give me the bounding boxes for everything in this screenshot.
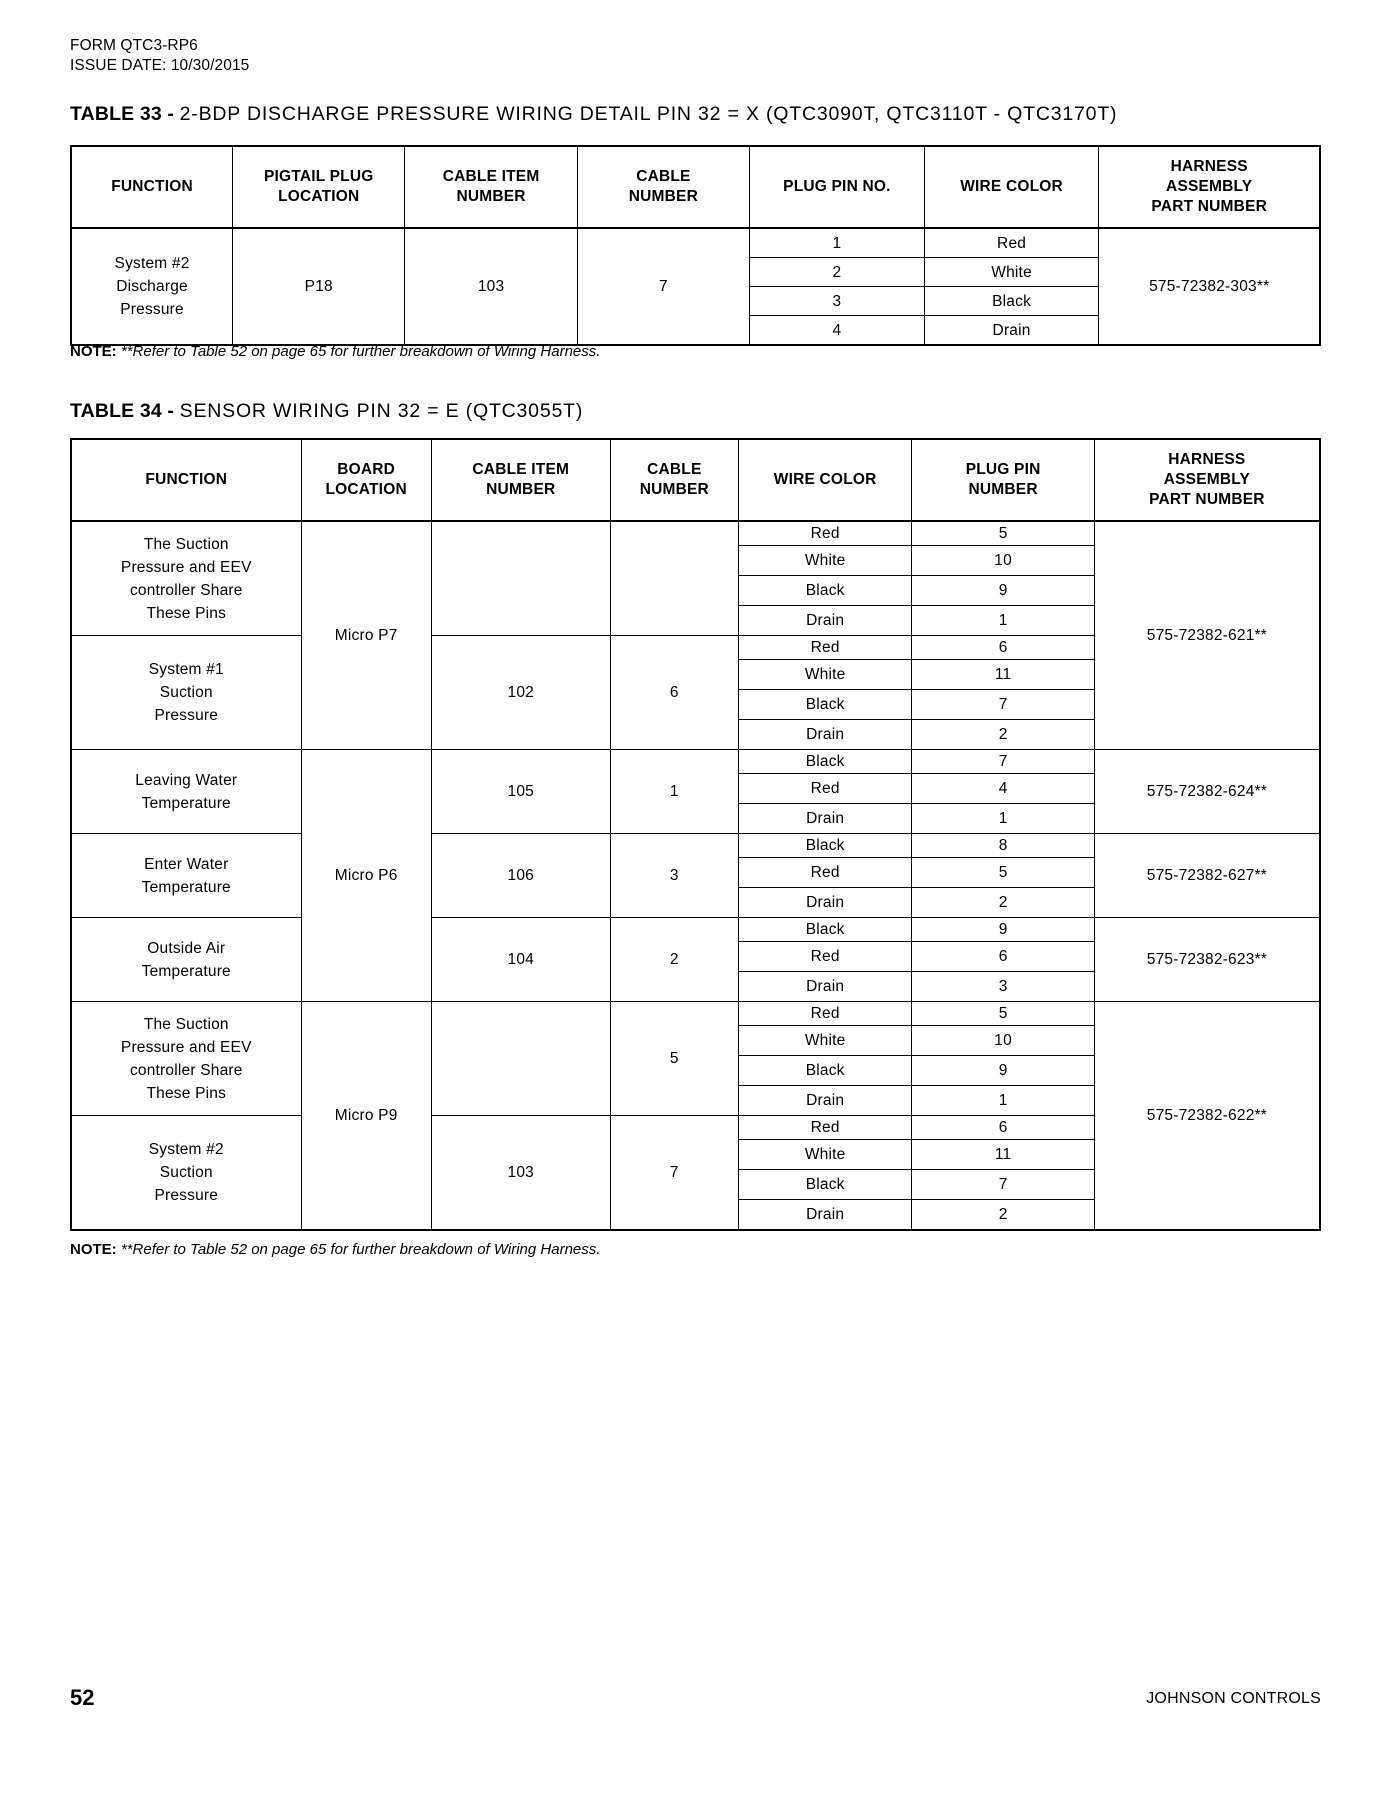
document-header	[70, 36, 249, 76]
table-34-cell-plug-pin-number: 7	[912, 750, 1094, 774]
table-34-cell-cable-number: 1	[610, 750, 738, 834]
table-33-cell-wire-color: White	[924, 258, 1099, 287]
table-33-cell-wire-color: Red	[924, 228, 1099, 258]
table-34-cell-board-location: Micro P6	[301, 750, 431, 1002]
table-34-cell-plug-pin-number: 9	[912, 576, 1094, 606]
table-34-cell-function: System #1 Suction Pressure	[71, 636, 301, 750]
table-34-cell-wire-color: White	[738, 546, 912, 576]
table-34-cell-wire-color: Drain	[738, 972, 912, 1002]
table-34-cell-function: Leaving Water Temperature	[71, 750, 301, 834]
table-34-cell-cable-item-number	[431, 1002, 610, 1116]
table-34-cell-plug-pin-number: 10	[912, 546, 1094, 576]
table-34-cell-wire-color: Black	[738, 834, 912, 858]
table-34-title-text: SENSOR WIRING PIN 32 = E (QTC3055T)	[179, 400, 584, 422]
table-33-cell-plug-pin-no: 3	[750, 287, 925, 316]
table-34-cell-plug-pin-number: 3	[912, 972, 1094, 1002]
table-34-col-wire-color: WIRE COLOR	[738, 439, 912, 521]
table-33-cell-cable-item-number: 103	[405, 228, 577, 345]
table-row	[71, 521, 1320, 546]
table-34-cell-plug-pin-number: 11	[912, 660, 1094, 690]
table-34-cell-wire-color: Black	[738, 750, 912, 774]
table-34-cell-harness-part-number: 575-72382-622**	[1094, 1002, 1320, 1231]
table-33-col-function: FUNCTION	[71, 146, 233, 228]
table-34-cell-plug-pin-number: 1	[912, 1086, 1094, 1116]
table-34-note-text: **Refer to Table 52 on page 65 for further breakdown of Wiring Harness.	[120, 1241, 601, 1258]
table-34-cell-cable-item-number: 102	[431, 636, 610, 750]
table-34-cell-harness-part-number: 575-72382-624**	[1094, 750, 1320, 834]
table-34-cell-wire-color: Drain	[738, 1086, 912, 1116]
table-33-col-cable-number: CABLE NUMBER	[577, 146, 749, 228]
table-33-note-label: NOTE:	[70, 343, 117, 360]
table-34-col-harness-assembly-part-number: HARNESS ASSEMBLY PART NUMBER	[1094, 439, 1320, 521]
table-33-cell-harness-part-number: 575-72382-303**	[1099, 228, 1320, 345]
table-row	[71, 1002, 1320, 1026]
table-33-col-plug-pin-no: PLUG PIN NO.	[750, 146, 925, 228]
table-34-cell-wire-color: Red	[738, 636, 912, 660]
page-number: 52	[70, 1685, 95, 1710]
table-34-cell-cable-item-number	[431, 521, 610, 636]
table-34-cell-wire-color: Drain	[738, 804, 912, 834]
footer-brand: JOHNSON CONTROLS	[1146, 1690, 1321, 1707]
table-34-col-cable-number: CABLE NUMBER	[610, 439, 738, 521]
table-34-cell-wire-color: White	[738, 1026, 912, 1056]
table-33-cell-plug-pin-no: 2	[750, 258, 925, 287]
table-34-cell-cable-number: 3	[610, 834, 738, 918]
table-34-cell-plug-pin-number: 1	[912, 804, 1094, 834]
table-34-cell-wire-color: Red	[738, 1002, 912, 1026]
table-33-cell-cable-number: 7	[577, 228, 749, 345]
table-row	[71, 834, 1320, 858]
table-34-cell-plug-pin-number: 9	[912, 1056, 1094, 1086]
table-33-body	[71, 228, 1320, 345]
table-34-body	[71, 521, 1320, 1230]
table-34-cell-plug-pin-number: 2	[912, 888, 1094, 918]
table-34-cell-wire-color: Drain	[738, 1200, 912, 1231]
table-34-cell-wire-color: White	[738, 1140, 912, 1170]
table-34-cell-function: System #2 Suction Pressure	[71, 1116, 301, 1231]
table-33-header-row	[71, 146, 1320, 228]
table-34-cell-plug-pin-number: 2	[912, 1200, 1094, 1231]
table-34-note-label: NOTE:	[70, 1241, 117, 1258]
table-34-cell-board-location: Micro P9	[301, 1002, 431, 1231]
table-34-cell-wire-color: Drain	[738, 720, 912, 750]
table-34-cell-cable-number: 5	[610, 1002, 738, 1116]
table-row	[71, 228, 1320, 258]
table-34	[70, 438, 1321, 1231]
table-33-cell-plug-pin-no: 1	[750, 228, 925, 258]
table-34-cell-plug-pin-number: 8	[912, 834, 1094, 858]
table-34-cell-harness-part-number: 575-72382-627**	[1094, 834, 1320, 918]
table-33-cell-plug-pin-no: 4	[750, 316, 925, 346]
table-34-cell-cable-item-number: 104	[431, 918, 610, 1002]
table-row	[71, 918, 1320, 942]
table-34-cell-wire-color: Black	[738, 918, 912, 942]
table-33-cell-pigtail-plug-location: P18	[233, 228, 405, 345]
table-33-title-text: 2-BDP DISCHARGE PRESSURE WIRING DETAIL PIN 32 = X (QTC3090T, QTC3110T - QTC3170T)	[179, 103, 1118, 125]
table-row	[71, 750, 1320, 774]
table-34-cell-plug-pin-number: 5	[912, 858, 1094, 888]
table-34-cell-board-location: Micro P7	[301, 521, 431, 750]
table-34-cell-wire-color: White	[738, 660, 912, 690]
table-34-cell-wire-color: Drain	[738, 888, 912, 918]
table-34-cell-plug-pin-number: 6	[912, 942, 1094, 972]
table-34-cell-plug-pin-number: 6	[912, 636, 1094, 660]
table-33-cell-wire-color: Black	[924, 287, 1099, 316]
table-34-cell-plug-pin-number: 11	[912, 1140, 1094, 1170]
table-33-title-label: TABLE 33 -	[70, 103, 175, 125]
table-34-cell-plug-pin-number: 2	[912, 720, 1094, 750]
table-34-cell-plug-pin-number: 4	[912, 774, 1094, 804]
table-33-col-cable-item-number: CABLE ITEM NUMBER	[405, 146, 577, 228]
table-33-title	[70, 103, 1117, 126]
table-34-cell-function: Enter Water Temperature	[71, 834, 301, 918]
table-34-cell-harness-part-number: 575-72382-621**	[1094, 521, 1320, 750]
table-33-cell-function: System #2 Discharge Pressure	[71, 228, 233, 345]
table-34-cell-cable-number: 7	[610, 1116, 738, 1231]
table-34-cell-plug-pin-number: 6	[912, 1116, 1094, 1140]
table-34-title-label: TABLE 34 -	[70, 400, 175, 422]
table-34-cell-wire-color: Red	[738, 774, 912, 804]
table-33	[70, 145, 1321, 346]
table-34-col-plug-pin-number: PLUG PIN NUMBER	[912, 439, 1094, 521]
table-34-cell-plug-pin-number: 5	[912, 521, 1094, 546]
table-34-cell-function: Outside Air Temperature	[71, 918, 301, 1002]
table-34-header-row	[71, 439, 1320, 521]
table-34-cell-plug-pin-number: 7	[912, 1170, 1094, 1200]
table-34-cell-plug-pin-number: 9	[912, 918, 1094, 942]
table-33-col-pigtail-plug-location: PIGTAIL PLUG LOCATION	[233, 146, 405, 228]
table-34-cell-cable-item-number: 105	[431, 750, 610, 834]
table-34-cell-cable-item-number: 103	[431, 1116, 610, 1231]
table-34-cell-cable-number: 6	[610, 636, 738, 750]
table-34-col-function: FUNCTION	[71, 439, 301, 521]
table-34-cell-wire-color: Red	[738, 521, 912, 546]
table-34-cell-harness-part-number: 575-72382-623**	[1094, 918, 1320, 1002]
table-34-title	[70, 400, 583, 423]
table-33-col-harness-assembly-part-number: HARNESS ASSEMBLY PART NUMBER	[1099, 146, 1320, 228]
table-34-cell-function: The Suction Pressure and EEV controller Share These Pins	[71, 1002, 301, 1116]
table-34-note	[70, 1241, 600, 1258]
table-34-cell-wire-color: Black	[738, 1056, 912, 1086]
table-33-col-wire-color: WIRE COLOR	[924, 146, 1099, 228]
table-34-cell-wire-color: Black	[738, 576, 912, 606]
table-34-col-cable-item-number: CABLE ITEM NUMBER	[431, 439, 610, 521]
table-33-cell-wire-color: Drain	[924, 316, 1099, 346]
table-34-cell-cable-number: 2	[610, 918, 738, 1002]
table-34-cell-plug-pin-number: 1	[912, 606, 1094, 636]
table-34-cell-cable-number	[610, 521, 738, 636]
table-34-cell-wire-color: Black	[738, 1170, 912, 1200]
form-number: FORM QTC3-RP6	[70, 37, 198, 54]
table-34-cell-wire-color: Red	[738, 858, 912, 888]
issue-date: ISSUE DATE: 10/30/2015	[70, 57, 250, 74]
table-34-cell-wire-color: Black	[738, 690, 912, 720]
table-34-cell-wire-color: Red	[738, 942, 912, 972]
table-33-note	[70, 343, 600, 360]
table-34-col-board-location: BOARD LOCATION	[301, 439, 431, 521]
table-33-note-text: **Refer to Table 52 on page 65 for further breakdown of Wiring Harness.	[120, 343, 601, 360]
table-34-cell-function: The Suction Pressure and EEV controller Share These Pins	[71, 521, 301, 636]
table-34-cell-plug-pin-number: 7	[912, 690, 1094, 720]
table-34-cell-cable-item-number: 106	[431, 834, 610, 918]
table-34-cell-wire-color: Drain	[738, 606, 912, 636]
table-34-cell-plug-pin-number: 10	[912, 1026, 1094, 1056]
table-34-cell-plug-pin-number: 5	[912, 1002, 1094, 1026]
table-34-cell-wire-color: Red	[738, 1116, 912, 1140]
